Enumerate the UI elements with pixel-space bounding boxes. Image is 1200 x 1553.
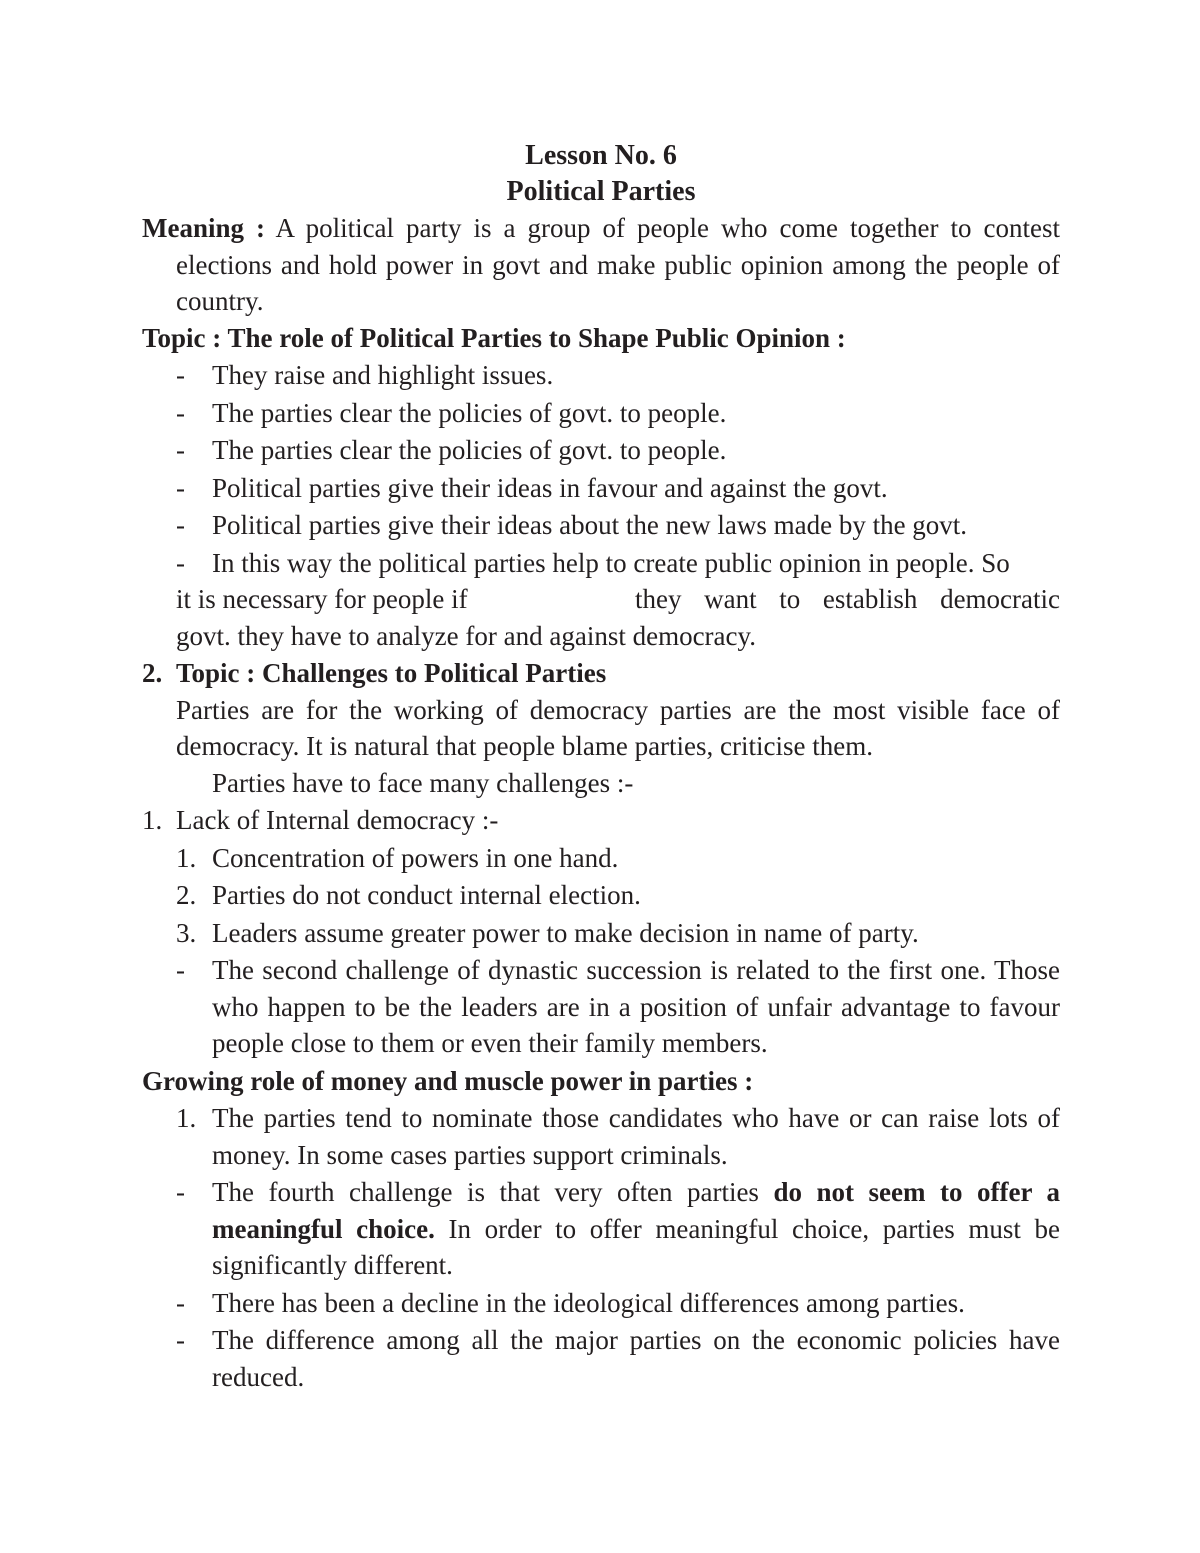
list-item-conclusion xyxy=(142,545,1060,582)
list-item xyxy=(142,1322,1060,1395)
list-item-text-post: In order to offer meaningful choice, parties must be significantly different. xyxy=(212,1213,1060,1280)
list-item xyxy=(142,915,1060,952)
list-item xyxy=(142,1100,1060,1173)
topic2-heading-row xyxy=(142,655,1060,692)
list-item-text: Parties do not conduct internal election. xyxy=(212,880,641,910)
list-item-text: The parties clear the policies of govt. to people. xyxy=(212,435,727,465)
list-item-text: The difference among all the major parties on the economic policies have reduced. xyxy=(212,1325,1060,1392)
list-item xyxy=(142,507,1060,544)
list-item xyxy=(142,357,1060,394)
list-item-text-bold: do not seem to offer a meaningful choice. xyxy=(212,1177,1060,1244)
conclusion-text-1: In this way the political parties help to create public opinion in people. So xyxy=(212,547,1010,578)
list-marker: 2. xyxy=(176,880,197,910)
list-item-text-pre: The fourth challenge is that very often parties xyxy=(212,1177,774,1207)
list-marker: - xyxy=(176,1177,185,1207)
list-marker: - xyxy=(176,547,185,578)
list-item xyxy=(142,1174,1060,1284)
challenge1-number: 1. xyxy=(142,805,163,835)
list-marker: - xyxy=(176,360,185,390)
meaning-paragraph xyxy=(142,210,1060,320)
list-item xyxy=(142,840,1060,877)
list-marker: 1. xyxy=(176,1103,197,1133)
list-item xyxy=(142,952,1060,1062)
list-item-text: The parties clear the policies of govt. to people. xyxy=(212,397,727,428)
challenges-intro: Parties have to face many challenges :- xyxy=(212,767,634,798)
list-item xyxy=(142,1285,1060,1322)
list-marker: - xyxy=(176,510,185,540)
lesson-number-title: Lesson No. 6 xyxy=(525,140,677,171)
money-heading: Growing role of money and muscle power in parties : xyxy=(142,1065,754,1096)
list-item-text: There has been a decline in the ideological differences among parties. xyxy=(212,1287,965,1318)
list-item xyxy=(142,470,1060,507)
list-item-text: Political parties give their ideas about the new laws made by the govt. xyxy=(212,510,968,540)
meaning-text: A political party is a group of people who come together to contest elections and hold power in govt and make public opinion among the people of country. xyxy=(176,213,1060,316)
list-item-text: The second challenge of dynastic succession is related to the first one. Those who happen to be the leaders are in a position of unfair advantage to favour people close to them or even their family members. xyxy=(212,955,1060,1058)
list-marker: - xyxy=(176,435,185,465)
list-marker: - xyxy=(176,955,185,985)
topic2-intro: Parties are for the working of democracy parties are the most visible face of democracy. It is natural that people blame parties, criticise them. xyxy=(176,694,1060,761)
list-item xyxy=(142,395,1060,432)
challenge1-title: Lack of Internal democracy :- xyxy=(176,805,499,835)
topic2-heading: Topic : Challenges to Political Parties xyxy=(176,658,607,688)
conclusion-line-2 xyxy=(142,581,1060,618)
list-item xyxy=(142,877,1060,914)
topic1-heading: Topic : The role of Political Parties to Shape Public Opinion : xyxy=(142,322,846,353)
lesson-title: Political Parties xyxy=(506,176,696,207)
list-marker: 1. xyxy=(176,842,197,873)
list-item-text: They raise and highlight issues. xyxy=(212,360,554,390)
list-item xyxy=(142,432,1060,469)
document-page xyxy=(142,138,1060,1395)
conclusion-line-1 xyxy=(176,545,1060,582)
list-item-text: The parties tend to nominate those candidates who have or can raise lots of money. In some cases parties support criminals. xyxy=(212,1103,1060,1170)
list-marker: - xyxy=(176,1325,185,1355)
conclusion-line-3: govt. they have to analyze for and against democracy. xyxy=(176,620,757,651)
meaning-label: Meaning : xyxy=(142,213,266,243)
conclusion-text-2b: they want to establish democratic xyxy=(635,584,1060,614)
list-marker: - xyxy=(176,472,185,503)
list-item-text: Leaders assume greater power to make decision in name of party. xyxy=(212,917,919,948)
list-marker: 3. xyxy=(176,917,197,948)
topic2-number: 2. xyxy=(142,658,163,688)
list-marker: - xyxy=(176,1287,185,1318)
list-marker: - xyxy=(176,397,185,428)
conclusion-text-2a: it is necessary for people if xyxy=(176,584,468,614)
list-item-text: Concentration of powers in one hand. xyxy=(212,842,619,873)
challenge1-title-row xyxy=(142,802,1060,839)
list-item-text: Political parties give their ideas in favour and against the govt. xyxy=(212,472,888,503)
